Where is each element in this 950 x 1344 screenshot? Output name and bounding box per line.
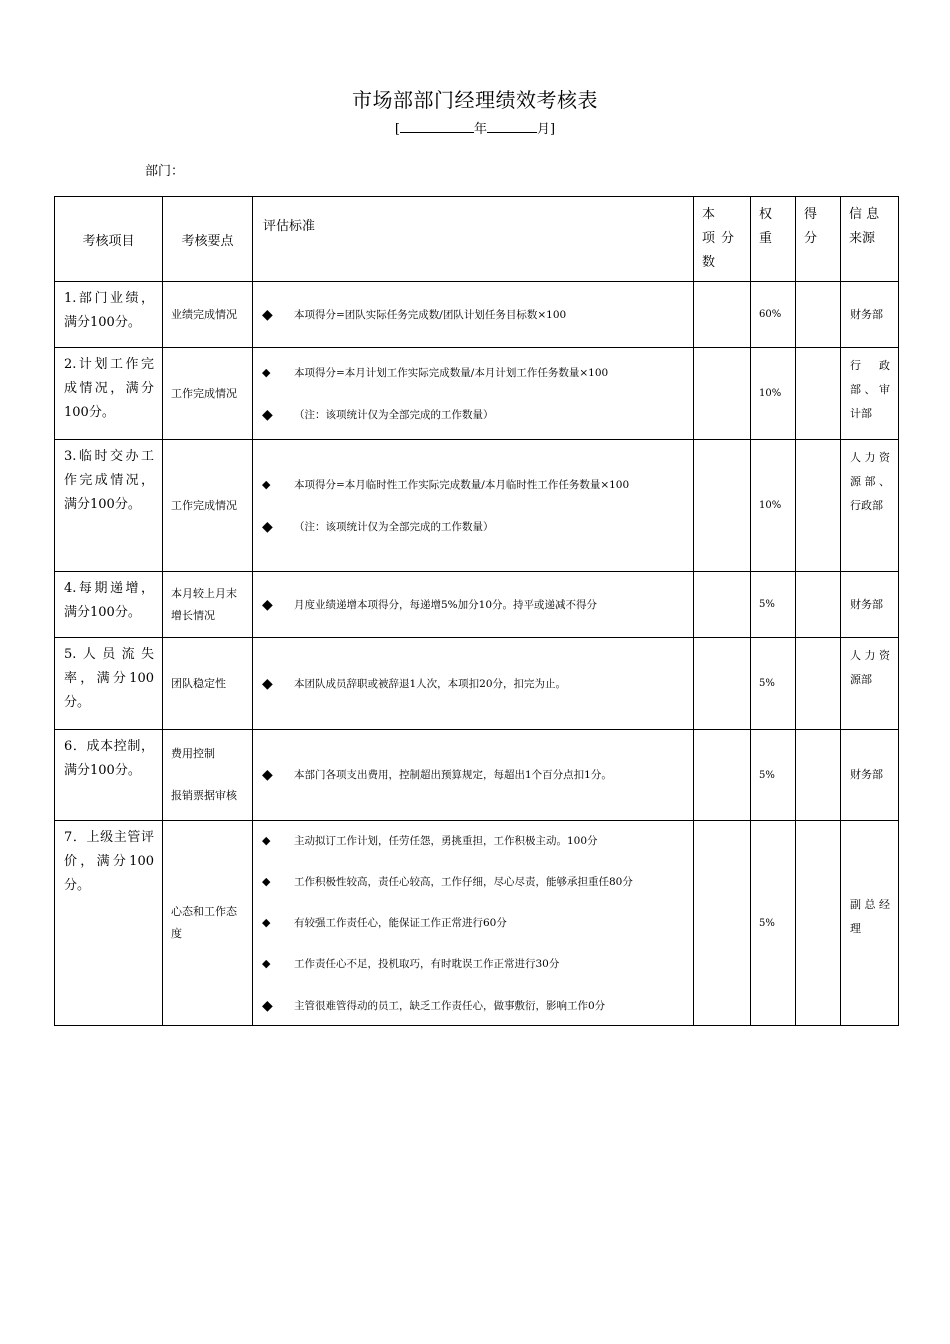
- header-score: 本 项分数: [694, 197, 751, 282]
- assessment-item: 6．成本控制，满分100分。: [55, 730, 163, 821]
- got-score-cell: [796, 282, 841, 348]
- header-criteria: 评估标准: [253, 197, 694, 282]
- assessment-point: [163, 821, 253, 1026]
- assessment-criteria: [253, 282, 694, 348]
- info-source-cell: 财务部: [841, 730, 899, 821]
- header-weight: 权 重: [751, 197, 796, 282]
- weight-cell: 5%: [751, 730, 796, 821]
- criteria-line: [262, 673, 689, 695]
- table-row: [55, 440, 899, 572]
- score-cell: [694, 821, 751, 1026]
- assessment-point-line: 报销票据审核: [171, 789, 237, 802]
- assessment-point: [163, 348, 253, 440]
- score-cell: [694, 572, 751, 638]
- score-cell: [694, 282, 751, 348]
- assessment-criteria: [253, 572, 694, 638]
- got-score-cell: [796, 572, 841, 638]
- assessment-point-line: 团队稳定性: [171, 676, 226, 690]
- info-source-cell: 财务部: [841, 282, 899, 348]
- assessment-criteria: [253, 730, 694, 821]
- diamond-bullet-icon: ◆: [262, 477, 271, 491]
- criteria-text: 本部门各项支出费用，控制超出预算规定，每超出1个百分点扣1分。: [294, 769, 612, 781]
- assessment-point-line: 工作完成情况: [171, 386, 237, 400]
- score-cell: [694, 730, 751, 821]
- assessment-point-line: 心态和工作态度: [171, 905, 237, 940]
- assessment-table: [54, 196, 899, 1026]
- table-row: [55, 730, 899, 821]
- header-point: 考核要点: [163, 197, 253, 282]
- criteria-line: [262, 871, 689, 893]
- criteria-text: 本项得分=本月临时性工作实际完成数量/本月临时性工作任务数量×100: [294, 478, 630, 491]
- criteria-line: [262, 362, 689, 384]
- table-row: [55, 821, 899, 1026]
- assessment-point-line: 工作完成情况: [171, 498, 237, 512]
- header-source: 信 息来源: [841, 197, 899, 282]
- criteria-text: 本项得分=本月计划工作实际完成数量/本月计划工作任务数量×100: [294, 366, 609, 379]
- info-source-cell: 副总经理: [841, 821, 899, 1026]
- year-label: 年: [473, 122, 487, 137]
- info-source-cell: 行 政 部、审计部: [841, 348, 899, 440]
- diamond-bullet-icon: ◆: [262, 675, 273, 692]
- info-source-cell: 人力资源部、行政部: [841, 440, 899, 572]
- criteria-text: （注：该项统计仅为全部完成的工作数量）: [294, 408, 494, 421]
- got-score-cell: [796, 821, 841, 1026]
- page-title: 市场部部门经理绩效考核表: [352, 88, 598, 112]
- table-row: [55, 348, 899, 440]
- criteria-text: 有较强工作责任心，能保证工作正常进行60分: [294, 916, 507, 929]
- table-row: [55, 572, 899, 638]
- department-label: 部门：: [145, 164, 185, 179]
- assessment-item: 4.每期递增，满分100分。: [55, 572, 163, 638]
- assessment-item: 3.临时交办工作完成情况，满分100分。: [55, 440, 163, 572]
- score-cell: [694, 440, 751, 572]
- header-row: [55, 197, 899, 282]
- assessment-criteria: [253, 821, 694, 1026]
- diamond-bullet-icon: ◆: [262, 874, 271, 888]
- weight-cell: 10%: [751, 348, 796, 440]
- criteria-line: [262, 995, 689, 1017]
- got-score-cell: [796, 348, 841, 440]
- year-blank: [400, 120, 474, 133]
- weight-cell: 5%: [751, 572, 796, 638]
- criteria-line: [262, 474, 689, 496]
- criteria-text: 月度业绩递增本项得分，每递增5%加分10分。持平或递减不得分: [294, 598, 598, 611]
- weight-cell: 5%: [751, 638, 796, 730]
- assessment-point-line: 费用控制: [171, 747, 215, 760]
- criteria-text: 本团队成员辞职或被辞退1人次，本项扣20分，扣完为止。: [294, 677, 567, 690]
- score-cell: [694, 638, 751, 730]
- info-source-cell: 人力资源部: [841, 638, 899, 730]
- diamond-bullet-icon: ◆: [262, 365, 271, 379]
- criteria-line: [262, 304, 689, 326]
- assessment-criteria: [253, 638, 694, 730]
- got-score-cell: [796, 638, 841, 730]
- criteria-text: （注：该项统计仅为全部完成的工作数量）: [294, 520, 494, 533]
- date-line: [0, 118, 950, 137]
- weight-cell: 10%: [751, 440, 796, 572]
- assessment-point: [163, 572, 253, 638]
- got-score-cell: [796, 440, 841, 572]
- got-score-cell: [796, 730, 841, 821]
- assessment-item: 2.计划工作完成情况，满分100分。: [55, 348, 163, 440]
- diamond-bullet-icon: ◆: [262, 997, 273, 1014]
- criteria-line: [262, 594, 689, 616]
- assessment-item: 1.部门业绩，满分100分。: [55, 282, 163, 348]
- date-open-bracket: [: [394, 122, 400, 137]
- criteria-line: [262, 953, 689, 975]
- weight-cell: 60%: [751, 282, 796, 348]
- criteria-text: 主管很难管得动的员工，缺乏工作责任心，做事敷衍，影响工作0分: [294, 999, 606, 1012]
- month-blank: [487, 120, 537, 133]
- diamond-bullet-icon: ◆: [262, 306, 273, 323]
- assessment-point: [163, 730, 253, 821]
- criteria-text: 主动拟订工作计划，任劳任怨，勇挑重担，工作积极主动。100分: [294, 834, 598, 847]
- criteria-line: [262, 764, 689, 786]
- info-source-cell: 财务部: [841, 572, 899, 638]
- criteria-text: 本项得分=团队实际任务完成数/团队计划任务目标数×100: [294, 308, 567, 321]
- criteria-text: 工作积极性较高，责任心较高，工作仔细，尽心尽责，能够承担重任80分: [294, 875, 633, 888]
- assessment-point-line: 本月较上月末增长情况: [171, 586, 237, 622]
- table-row: [55, 282, 899, 348]
- weight-cell: 5%: [751, 821, 796, 1026]
- diamond-bullet-icon: ◆: [262, 915, 271, 929]
- diamond-bullet-icon: ◆: [262, 767, 273, 783]
- assessment-criteria: [253, 440, 694, 572]
- diamond-bullet-icon: ◆: [262, 596, 273, 613]
- diamond-bullet-icon: ◆: [262, 518, 273, 535]
- criteria-line: [262, 516, 689, 538]
- diamond-bullet-icon: ◆: [262, 956, 271, 970]
- header-got: 得 分: [796, 197, 841, 282]
- criteria-text: 工作责任心不足，投机取巧，有时耽误工作正常进行30分: [294, 957, 560, 970]
- diamond-bullet-icon: ◆: [262, 406, 273, 423]
- header-item: 考核项目: [55, 197, 163, 282]
- criteria-line: [262, 912, 689, 934]
- table-row: [55, 638, 899, 730]
- assessment-point: [163, 282, 253, 348]
- assessment-point-line: 业绩完成情况: [171, 307, 237, 321]
- criteria-line: [262, 830, 689, 852]
- score-cell: [694, 348, 751, 440]
- diamond-bullet-icon: ◆: [262, 833, 271, 847]
- assessment-point: [163, 440, 253, 572]
- criteria-line: [262, 404, 689, 426]
- assessment-criteria: [253, 348, 694, 440]
- month-label: 月]: [537, 122, 556, 137]
- assessment-item: 7．上级主管评价，满分100分。: [55, 821, 163, 1026]
- assessment-item: 5.人员流失率，满分100分。: [55, 638, 163, 730]
- assessment-point: [163, 638, 253, 730]
